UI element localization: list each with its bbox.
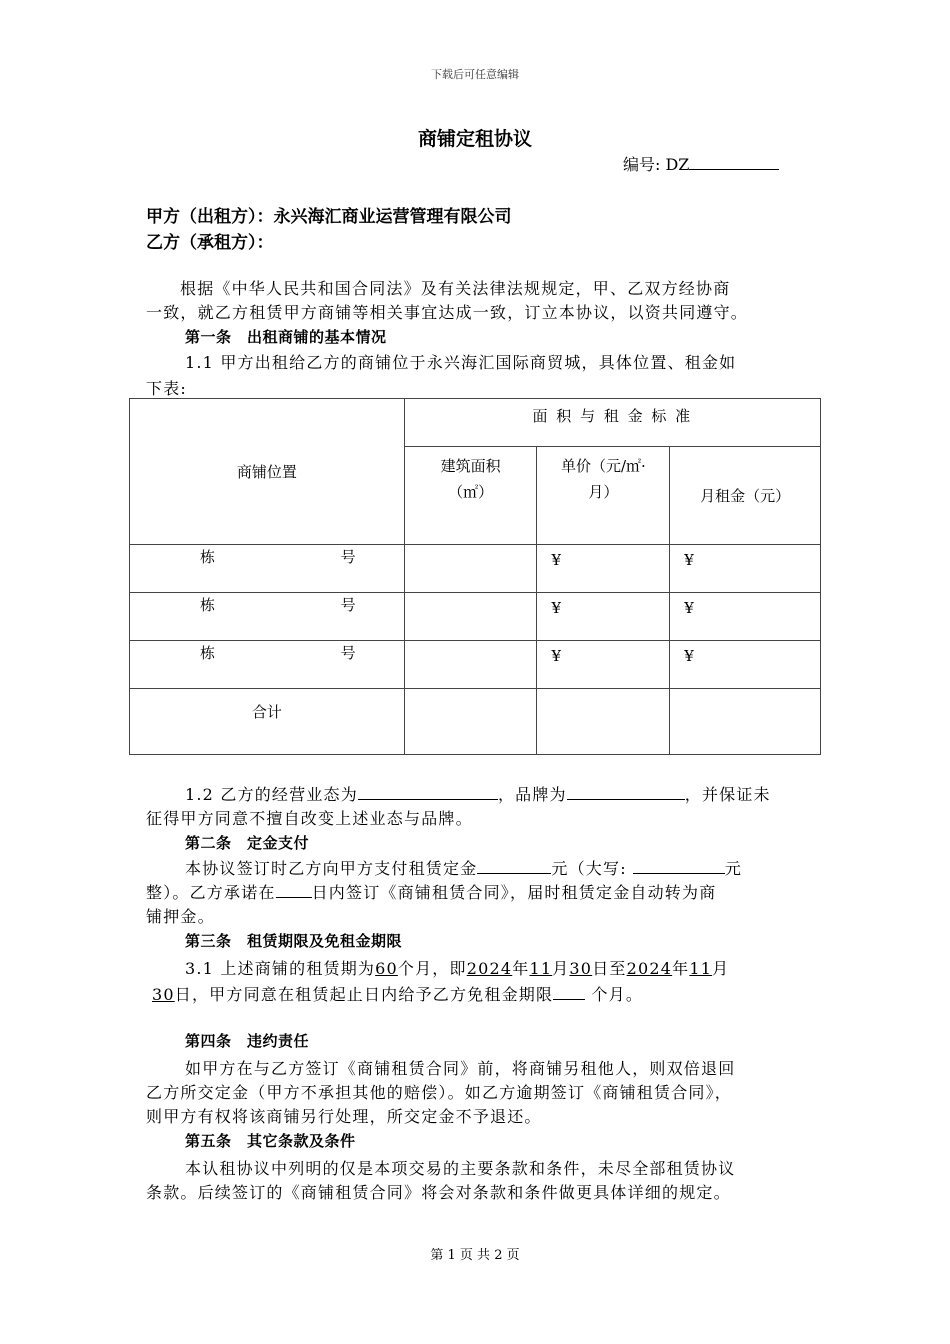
document-number-label: 编号: DZ [623,155,690,174]
location-cell: 栋 号 [130,593,405,641]
page-footer: 第 1 页 共 2 页 [430,1248,520,1263]
location-cell: 栋 号 [130,641,405,689]
total-area-cell [404,689,537,755]
area-cell [404,545,537,593]
article3-line1: 3.1 上述商铺的租赁期为60个月，即2024年11月30日至2024年11月 [185,959,730,978]
article5-heading: 第五条 其它条款及条件 [185,1132,356,1150]
table-row [130,545,821,593]
rent-cell: ¥ [670,593,821,641]
article4-line2: 乙方所交定金（甲方不承担其他的赔偿）。如乙方逾期签订《商铺租赁合同》， [146,1083,733,1102]
article5-line1: 本认租协议中列明的仅是本项交易的主要条款和条件，未尽全部租赁协议 [185,1159,736,1178]
rent-cell: ¥ [670,545,821,593]
article1-p1-line1: 1.1 甲方出租给乙方的商铺位于永兴海汇国际商贸城，具体位置、租金如 [185,353,737,372]
rent-cell: ¥ [670,641,821,689]
col-area-header: 建筑面积 （㎡） [404,447,537,545]
article2-line2: 整）。乙方承诺在 日内签订《商铺租赁合同》，届时租赁定金自动转为商 [146,883,717,902]
article3-line2: 30日，甲方同意在租赁起止日内给予乙方免租金期限 个月。 [152,985,644,1004]
article5-line2: 条款。后续签订的《商铺租赁合同》将会对条款和条件做更具体详细的规定。 [146,1183,731,1202]
price-cell: ¥ [537,545,670,593]
rent-table [129,398,821,755]
article2-line1: 本协议签订时乙方向甲方支付租赁定金 元（大写: 元 [185,859,743,878]
article4-line3: 则甲方有权将该商铺另行处理，所交定金不予退还。 [146,1107,542,1126]
area-cell [404,641,537,689]
lessor-line: 甲方（出租方）：永兴海汇商业运营管理有限公司 [146,207,512,227]
download-note: 下载后可任意编辑 [431,68,519,81]
article2-heading: 第二条 定金支付 [185,834,310,852]
total-row [130,689,821,755]
article1-p2-line1: 1.2 乙方的经营业态为 ，品牌为 ，并保证未 [185,785,771,804]
article2-line3: 铺押金。 [146,907,215,926]
area-cell [404,593,537,641]
page-title: 商铺定租协议 [417,128,532,150]
lessee-line: 乙方（承租方）： [146,233,274,253]
col-rent-header: 月租金（元） [670,447,821,545]
document-number [623,152,779,175]
article4-heading: 第四条 违约责任 [185,1032,310,1050]
table-row [130,641,821,689]
total-label: 合计 [130,689,405,755]
article1-p1-line2: 下表: [146,379,187,398]
col-location-header: 商铺位置 [130,399,405,545]
total-price-cell [537,689,670,755]
article4-line1: 如甲方在与乙方签订《商铺租赁合同》前，将商铺另租他人，则双倍退回 [185,1059,736,1078]
price-cell: ¥ [537,593,670,641]
article1-p2-line2: 征得甲方同意不擅自改变上述业态与品牌。 [146,809,473,828]
total-rent-cell [670,689,821,755]
area-rent-group-header: 面 积 与 租 金 标 准 [404,399,820,447]
article3-heading: 第三条 租赁期限及免租金期限 [185,932,403,950]
location-cell: 栋 号 [130,545,405,593]
document-number-blank [689,153,779,170]
intro-line-1: 根据《中华人民共和国合同法》及有关法律法规规定，甲、乙双方经协商 [180,279,731,298]
article1-heading: 第一条 出租商铺的基本情况 [185,328,387,346]
intro-line-2: 一致，就乙方租赁甲方商铺等相关事宜达成一致，订立本协议，以资共同遵守。 [146,303,749,322]
col-price-header: 单价（元/㎡· 月） [537,447,670,545]
price-cell: ¥ [537,641,670,689]
table-row [130,593,821,641]
